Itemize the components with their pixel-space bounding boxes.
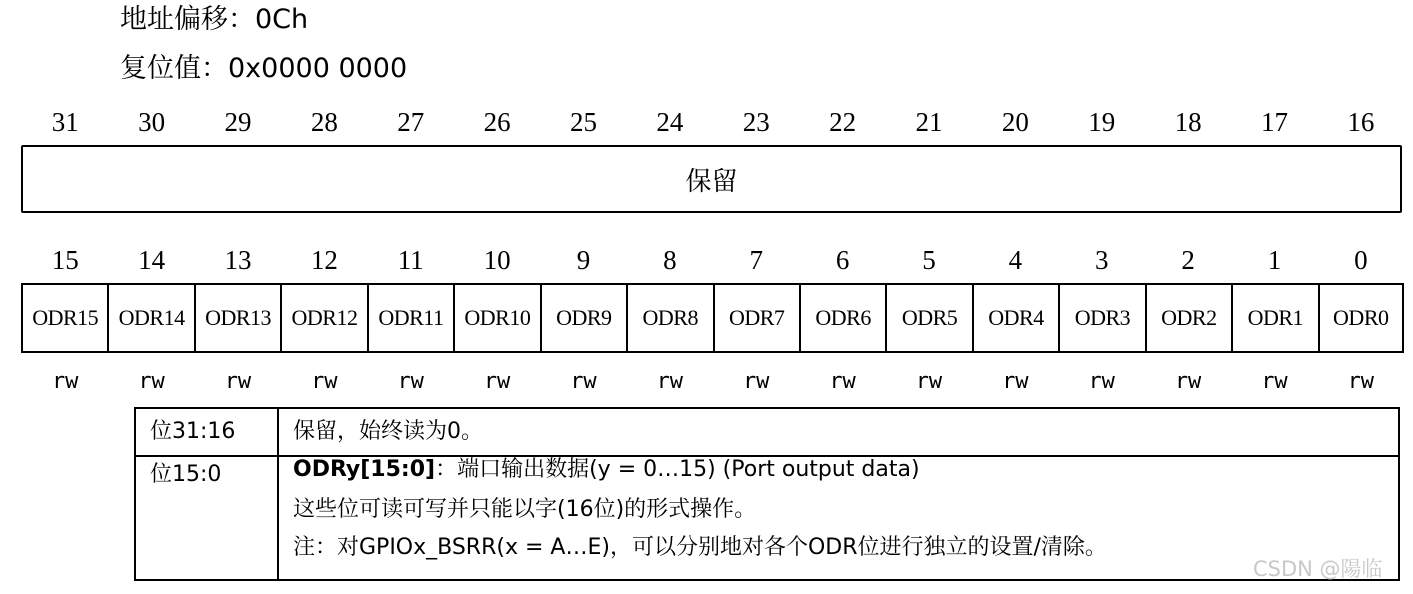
access-type: rw xyxy=(1174,369,1202,394)
field-title: ODRy[15:0] xyxy=(293,457,436,482)
odr-field: ODR8 xyxy=(626,285,712,351)
lower-bit-numbers xyxy=(22,244,1404,276)
access-type: rw xyxy=(742,369,770,394)
access-type: rw xyxy=(1002,369,1029,394)
access-type: rw xyxy=(51,369,79,394)
bit-number: 5 xyxy=(922,245,936,275)
access-type: rw xyxy=(915,369,943,394)
bit-number: 28 xyxy=(310,107,338,137)
odr-field: ODR0 xyxy=(1318,285,1404,351)
description-line xyxy=(293,457,1384,483)
access-type: rw xyxy=(656,369,684,394)
access-type: rw xyxy=(224,369,252,394)
bit-number: 4 xyxy=(1008,245,1023,275)
bit-number: 17 xyxy=(1260,107,1288,137)
odr-field: ODR10 xyxy=(453,285,539,351)
bit-number: 8 xyxy=(663,245,677,275)
description-cell: 保留，始终读为0。 xyxy=(278,408,1399,456)
access-type: rw xyxy=(570,369,597,394)
bit-number: 19 xyxy=(1088,107,1116,137)
description-row-reserved xyxy=(135,408,1399,456)
bit-number: 20 xyxy=(1001,107,1029,137)
description-line: 注：对GPIOx_BSRR(x = A…E)，可以分别地对各个ODR位进行独立的设置/清除。 xyxy=(293,535,1107,560)
bit-number: 0 xyxy=(1354,245,1368,275)
odr-field: ODR12 xyxy=(280,285,366,351)
bit-number: 31 xyxy=(51,107,79,137)
bit-number: 21 xyxy=(915,107,943,137)
odr-field: ODR14 xyxy=(107,285,193,351)
odr-field: ODR1 xyxy=(1231,285,1317,351)
bit-number: 26 xyxy=(483,107,511,137)
bit-number: 29 xyxy=(224,107,252,137)
odr-field: ODR6 xyxy=(799,285,885,351)
access-type: rw xyxy=(397,369,424,394)
bit-number: 1 xyxy=(1267,245,1282,275)
description-cell xyxy=(278,456,1399,580)
odr-field: ODR11 xyxy=(367,285,453,351)
bit-number: 15 xyxy=(51,245,79,275)
bit-number: 12 xyxy=(310,245,338,275)
bit-number: 11 xyxy=(397,245,424,275)
description-row-odr xyxy=(135,456,1399,580)
bit-number: 10 xyxy=(483,245,511,275)
access-type: rw xyxy=(1088,369,1115,394)
field-summary: ：端口输出数据(y = 0…15) (Port output data) xyxy=(435,457,920,482)
bit-number: 30 xyxy=(138,107,166,137)
description-table xyxy=(134,407,1400,581)
odr-field: ODR9 xyxy=(540,285,626,351)
bit-number: 18 xyxy=(1174,107,1202,137)
bit-number: 2 xyxy=(1181,245,1195,275)
watermark: CSDN @陽临 xyxy=(1253,557,1383,581)
odr-field: ODR2 xyxy=(1145,285,1231,351)
access-row xyxy=(22,366,1404,398)
reserved-field: 保留 xyxy=(21,145,1402,213)
address-offset: 地址偏移：0Ch xyxy=(120,4,309,35)
access-type: rw xyxy=(483,369,511,394)
bit-number: 27 xyxy=(397,107,425,137)
bit-number: 14 xyxy=(138,245,166,275)
access-type: rw xyxy=(1261,369,1288,394)
odr-field: ODR4 xyxy=(972,285,1058,351)
bit-number: 23 xyxy=(742,107,770,137)
bit-number: 24 xyxy=(656,107,684,137)
bit-number: 9 xyxy=(576,245,591,275)
odr-field: ODR3 xyxy=(1058,285,1144,351)
description-line: 这些位可读可写并只能以字(16位)的形式操作。 xyxy=(293,497,757,522)
odr-field: ODR13 xyxy=(194,285,280,351)
bit-number: 25 xyxy=(569,107,597,137)
bit-number: 13 xyxy=(224,245,252,275)
reset-value: 复位值：0x0000 0000 xyxy=(120,53,408,84)
access-type: rw xyxy=(829,369,856,394)
bits-cell: 位31:16 xyxy=(135,408,278,456)
access-type: rw xyxy=(1347,369,1375,394)
bit-number: 6 xyxy=(835,245,850,275)
access-type: rw xyxy=(138,369,165,394)
upper-bit-numbers xyxy=(22,106,1404,138)
odr-field: ODR15 xyxy=(21,285,107,351)
odr-fields-row xyxy=(21,283,1404,353)
bit-number: 16 xyxy=(1347,107,1375,137)
bit-number: 7 xyxy=(749,245,763,275)
odr-field: ODR7 xyxy=(713,285,799,351)
odr-field: ODR5 xyxy=(885,285,971,351)
bit-number: 3 xyxy=(1094,245,1109,275)
access-type: rw xyxy=(311,369,338,394)
bit-number: 22 xyxy=(829,107,857,137)
bits-cell: 位15:0 xyxy=(135,456,278,580)
